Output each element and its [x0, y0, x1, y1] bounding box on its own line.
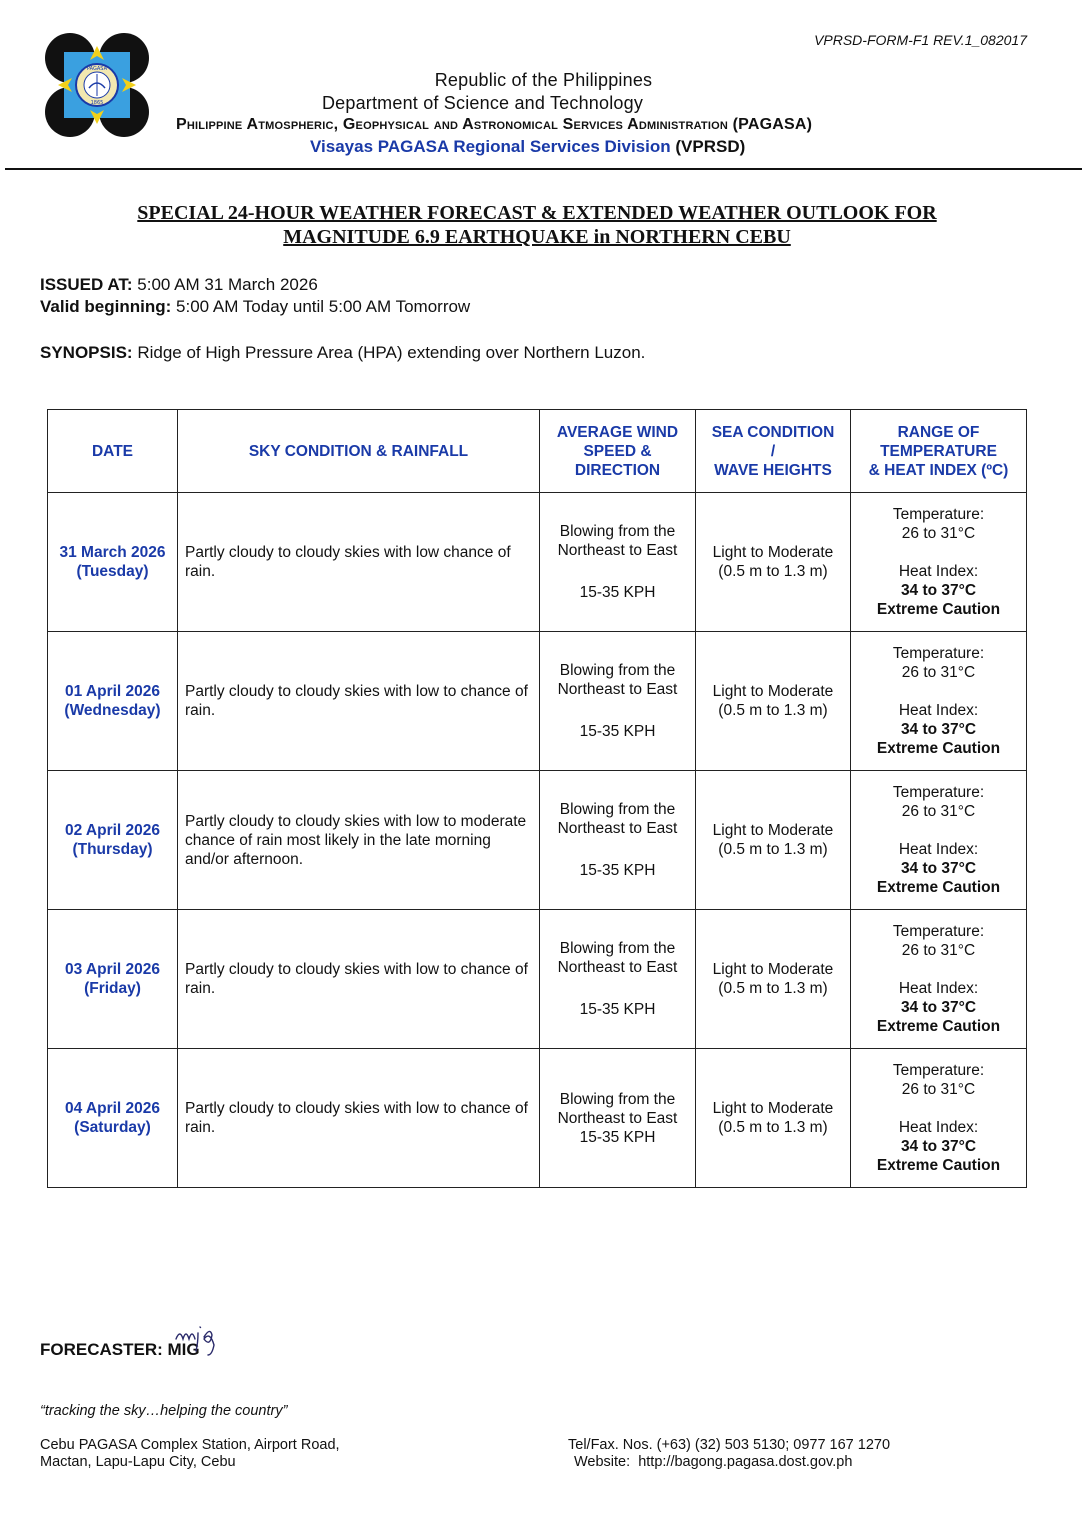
tagline: “tracking the sky…helping the country” — [40, 1403, 288, 1419]
row-date — [48, 493, 178, 632]
header-department: Department of Science and Technology — [321, 93, 644, 113]
wind-dir-2: Northeast to East — [557, 681, 678, 698]
day-value: (Friday) — [84, 980, 141, 997]
heat-label: Heat Index: — [898, 702, 979, 719]
issued-at — [40, 275, 318, 295]
contact-website[interactable]: Website: http://bagong.pagasa.dost.gov.ph — [574, 1454, 853, 1470]
wind-dir-1: Blowing from the — [559, 523, 676, 540]
heat-value: 34 to 37°C — [900, 721, 977, 738]
col-wind-line-1: AVERAGE WIND — [556, 423, 679, 441]
header-divider — [5, 168, 1082, 170]
heat-label: Heat Index: — [898, 1119, 979, 1136]
table-row — [48, 771, 1027, 910]
table-row — [48, 1049, 1027, 1188]
row-date — [48, 910, 178, 1049]
heat-value: 34 to 37°C — [900, 1138, 977, 1155]
date-value: 04 April 2026 — [64, 1100, 161, 1117]
header-republic: Republic of the Philippines — [434, 70, 653, 90]
row-sky: Partly cloudy to cloudy skies with low to moderate chance of rain most likely in the late morning and/or afternoon. — [178, 771, 540, 910]
spacer — [540, 699, 695, 722]
sea-condition: Light to Moderate — [712, 1100, 834, 1117]
agency-abbr: (PAGASA) — [732, 116, 813, 133]
spacer — [540, 560, 695, 583]
valid-beginning — [40, 297, 470, 317]
row-wind — [540, 1049, 696, 1188]
col-sea-line-1: SEA CONDITION — [711, 423, 835, 441]
wind-dir-1: Blowing from the — [559, 662, 676, 679]
wind-dir-1: Blowing from the — [559, 801, 676, 818]
wind-speed: 15-35 KPH — [579, 1128, 656, 1146]
valid-label: Valid beginning: — [40, 297, 172, 316]
day-value: (Thursday) — [72, 841, 153, 858]
forecaster-label: FORECASTER: — [40, 1340, 163, 1359]
row-sea — [696, 493, 851, 632]
wind-speed: 15-35 KPH — [579, 862, 656, 879]
temp-label: Temperature: — [892, 784, 985, 801]
wind-dir-2: Northeast to East — [557, 1109, 678, 1127]
document-title — [0, 201, 1074, 249]
spacer — [851, 543, 1026, 562]
spacer — [851, 821, 1026, 840]
spacer — [540, 838, 695, 861]
header-agency — [176, 116, 812, 134]
temp-value: 26 to 31°C — [901, 1081, 976, 1098]
synopsis-value: Ridge of High Pressure Area (HPA) extending over Northern Luzon. — [137, 343, 646, 362]
heat-value: 34 to 37°C — [900, 999, 977, 1016]
table-row — [48, 910, 1027, 1049]
wave-heights: (0.5 m to 1.3 m) — [718, 980, 828, 997]
row-sky: Partly cloudy to cloudy skies with low chance of rain. — [178, 493, 540, 632]
row-sea — [696, 1049, 851, 1188]
issued-label: ISSUED AT: — [40, 275, 133, 294]
forecaster-name: MIG — [167, 1340, 200, 1359]
spacer — [851, 1099, 1026, 1118]
temp-value: 26 to 31°C — [901, 664, 976, 681]
row-sky: Partly cloudy to cloudy skies with low to chance of rain. — [178, 632, 540, 771]
wind-dir-1: Blowing from the — [559, 1090, 676, 1108]
header-division — [310, 137, 745, 157]
temp-label: Temperature: — [892, 645, 985, 662]
heat-caution: Extreme Caution — [876, 1018, 1001, 1035]
row-temp — [851, 493, 1027, 632]
table-row — [48, 493, 1027, 632]
row-sea — [696, 771, 851, 910]
issued-value: 5:00 AM 31 March 2026 — [137, 275, 318, 294]
row-sky: Partly cloudy to cloudy skies with low to chance of rain. — [178, 910, 540, 1049]
table-header-row — [48, 410, 1027, 493]
synopsis-label: SYNOPSIS: — [40, 343, 133, 362]
table-row — [48, 632, 1027, 771]
day-value: (Saturday) — [74, 1119, 151, 1136]
col-temp-line-1: RANGE OF — [897, 423, 980, 441]
date-value: 01 April 2026 — [64, 683, 161, 700]
date-value: 02 April 2026 — [64, 822, 161, 839]
address-line-2: Mactan, Lapu-Lapu City, Cebu — [40, 1454, 236, 1470]
heat-caution: Extreme Caution — [876, 879, 1001, 896]
col-sea — [696, 410, 851, 493]
wind-dir-2: Northeast to East — [557, 959, 678, 976]
valid-value: 5:00 AM Today until 5:00 AM Tomorrow — [176, 297, 471, 316]
row-sky: Partly cloudy to cloudy skies with low to chance of rain. — [178, 1049, 540, 1188]
temp-label: Temperature: — [892, 506, 985, 523]
day-value: (Tuesday) — [76, 563, 149, 580]
title-line-2: MAGNITUDE 6.9 EARTHQUAKE in NORTHERN CEBU — [283, 226, 791, 248]
heat-label: Heat Index: — [898, 980, 979, 997]
col-sea-line-2: / — [770, 442, 776, 460]
spacer — [851, 682, 1026, 701]
wave-heights: (0.5 m to 1.3 m) — [718, 1119, 828, 1136]
spacer — [851, 960, 1026, 979]
heat-label: Heat Index: — [898, 841, 979, 858]
address-line-1: Cebu PAGASA Complex Station, Airport Road, — [40, 1437, 340, 1453]
col-wind — [540, 410, 696, 493]
row-date — [48, 1049, 178, 1188]
row-wind — [540, 910, 696, 1049]
temp-value: 26 to 31°C — [901, 803, 976, 820]
sea-condition: Light to Moderate — [712, 544, 834, 561]
row-date — [48, 632, 178, 771]
title-line-1: SPECIAL 24-HOUR WEATHER FORECAST & EXTENDED WEATHER OUTLOOK FOR — [137, 202, 937, 224]
wind-dir-1: Blowing from the — [559, 940, 676, 957]
row-wind — [540, 771, 696, 910]
address — [40, 1437, 340, 1471]
agency-name: Philippine Atmospheric, Geophysical and Astronomical Services Administration — [176, 116, 728, 133]
wind-dir-2: Northeast to East — [557, 542, 678, 559]
heat-caution: Extreme Caution — [876, 601, 1001, 618]
wave-heights: (0.5 m to 1.3 m) — [718, 841, 828, 858]
division-name: Visayas PAGASA Regional Services Division — [310, 137, 671, 156]
col-date: DATE — [48, 410, 178, 493]
forecast-table — [47, 409, 1027, 1188]
col-sky: SKY CONDITION & RAINFALL — [178, 410, 540, 493]
spacer — [540, 977, 695, 1000]
date-value: 03 April 2026 — [64, 961, 161, 978]
wind-speed: 15-35 KPH — [579, 584, 656, 601]
signature — [167, 1313, 230, 1359]
logo-year: 1865 — [90, 100, 104, 106]
heat-value: 34 to 37°C — [900, 582, 977, 599]
contact-info — [568, 1437, 890, 1471]
sea-condition: Light to Moderate — [712, 961, 834, 978]
wind-speed: 15-35 KPH — [579, 1001, 656, 1018]
col-wind-line-3: DIRECTION — [574, 461, 661, 479]
col-temp-line-3: & HEAT INDEX (ºC) — [868, 461, 1009, 479]
row-wind — [540, 632, 696, 771]
sea-condition: Light to Moderate — [712, 683, 834, 700]
temp-value: 26 to 31°C — [901, 525, 976, 542]
row-temp — [851, 771, 1027, 910]
col-wind-line-2: SPEED & — [583, 442, 652, 460]
row-temp — [851, 910, 1027, 1049]
wave-heights: (0.5 m to 1.3 m) — [718, 702, 828, 719]
day-value: (Wednesday) — [64, 702, 161, 719]
row-temp — [851, 632, 1027, 771]
division-abbr: (VPRSD) — [675, 137, 746, 156]
row-date — [48, 771, 178, 910]
date-value: 31 March 2026 — [59, 544, 166, 561]
wind-speed: 15-35 KPH — [579, 723, 656, 740]
synopsis — [40, 343, 645, 363]
col-temp-line-2: TEMPERATURE — [880, 442, 997, 460]
logo-ring-text: PAGASA — [86, 66, 108, 72]
temp-value: 26 to 31°C — [901, 942, 976, 959]
row-temp — [851, 1049, 1027, 1188]
heat-caution: Extreme Caution — [876, 740, 1001, 757]
row-sea — [696, 910, 851, 1049]
col-temp — [851, 410, 1027, 493]
heat-label: Heat Index: — [898, 563, 979, 580]
temp-label: Temperature: — [892, 1062, 985, 1079]
row-wind — [540, 493, 696, 632]
col-sea-line-3: WAVE HEIGHTS — [714, 461, 832, 479]
wave-heights: (0.5 m to 1.3 m) — [718, 563, 828, 580]
form-code: VPRSD-FORM-F1 REV.1_082017 — [814, 32, 1027, 48]
contact-phone: Tel/Fax. Nos. (+63) (32) 503 5130; 0977 167 1270 — [568, 1437, 891, 1453]
heat-value: 34 to 37°C — [900, 860, 977, 877]
sea-condition: Light to Moderate — [712, 822, 834, 839]
row-sea — [696, 632, 851, 771]
wind-dir-2: Northeast to East — [557, 820, 678, 837]
heat-caution: Extreme Caution — [876, 1157, 1001, 1174]
temp-label: Temperature: — [892, 923, 985, 940]
